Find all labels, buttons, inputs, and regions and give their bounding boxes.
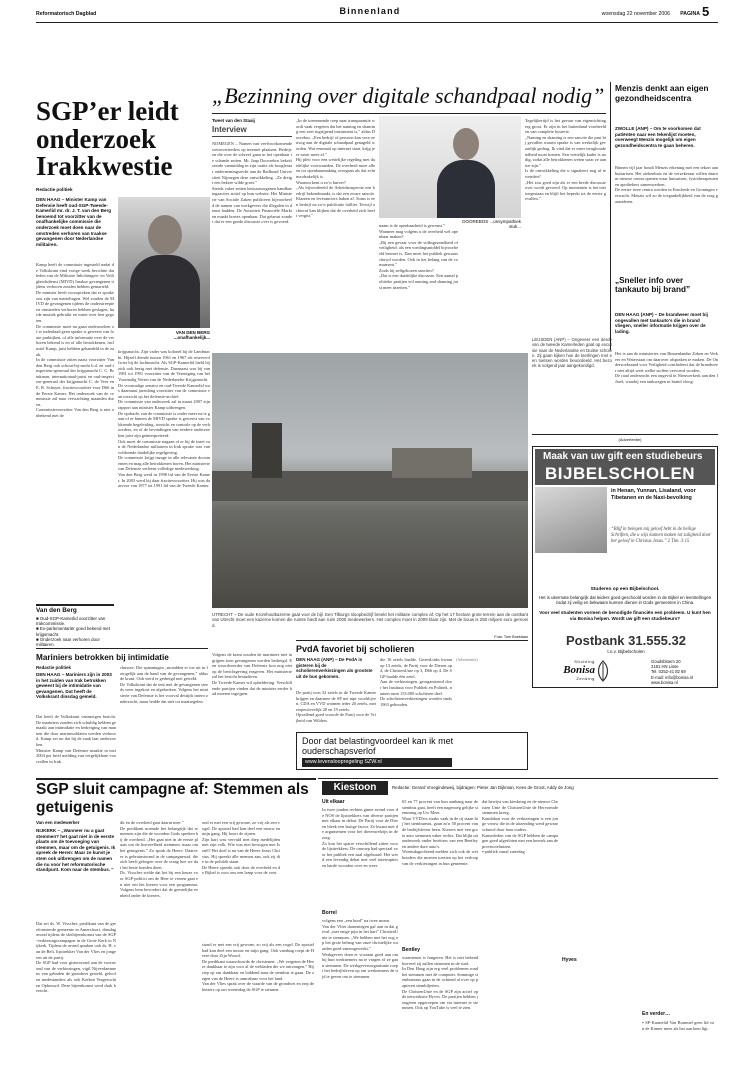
ad-org-name: Bonisa <box>563 664 595 676</box>
story-sgp-irak-title: SGP’er leidt onderzoek Irakkwestie <box>36 96 179 182</box>
mariniers-byline: Redactie politiek <box>36 665 71 670</box>
menzis-lede: ZWOLLE (ANP) – Om te voorkomen dat patiënten naar een tekenlijst moeten, overweegt Menzis mogelijk om eigen gezondheidscentra te gaan beheren. <box>615 126 701 148</box>
doorebos-photo <box>379 116 521 218</box>
kiestoon-footer: ▪ SP-Kamerlid Van Bommel geen lid van de Kamer meer als het aan hem ligt. <box>642 1020 714 1031</box>
campaign-lede: NIJKERK – „Wanneer nu a gaat stemmen? het gaat niet in de eerste plaats om de toevoeging van stemmen, maar om de getuigenis. Ik spreek de Heren: Maar ze kunst je stem ook uitbrengen om de namen die nu voor het reformatorische standpunt. Kom naar de stembus. “ <box>36 828 116 873</box>
ad-quote-ref: 2 Tim. 3:15 <box>667 538 690 544</box>
factbox-list <box>36 616 114 647</box>
page-number: 5 <box>702 4 710 19</box>
section-name: Binnenland <box>339 6 401 16</box>
pvda-title: PvdA favoriet bij scholieren <box>296 644 415 654</box>
story-sgp-irak-body-col1: Kamp heeft de commissie ingesteld nadat de Volkskrant eind vorige week berichtte dat leden van de Militaire Inlichtingen- en Veiligheidsdienst (MIVD) Iraakse gevangenen tijdens verhoren zouden hebben gemarteld. De minister heeft vooropreken dat er sprake zou zijn van martelingen. Wel zouden de MIVD de gevangenen tijdens de onderstreepte en omstreden verhoren hebben geslagen, harde muziek gebruikt en water over hen gegoten. De commissie moet nu gaan onderzoeken of er inderdaad geen sprake is geweest van foute praktijken, of alle informatie over de verhoren bekend is en of alle betrokkenen, inclusief Kamp, juist hebben gehandeld in de zaak. In de commissie zitten naast voorzitter Van den Berg ook schout-bij-nacht b.d. en oud-inspecteur-generaal der krijgsmacht C. C. Brinkman, internationaal-jurist en oud-inspecteur-generaal der krijgsmacht C. de Veer en E. R. Schuyer, fractievoorzitter voor D66 in de Eerste Kamer. Het onderzoek van de commissie zal naar verwachting maanden duren. Commissievoorzitter Van den Berg is niet onbekend met de <box>36 262 114 419</box>
campaign-byline: Van een medewerker <box>36 820 80 825</box>
ad-quote-text: “Blijf in belegen mij geloof hebt in de heilige Schriften, die u wijs kunnen maken tot zaligheid door het geloof in Christus Jezus.” <box>611 527 711 544</box>
kiestoon-col1: In twee jonden rechten ginne avond voor de NOS de lijsttrekkers van diverse partijen met elkaar in debat. De Partij voor de Dieren bleek een lastige factor. Ze kwam met de argumenten voor het dierenwelzijn in de zorg. Zo kon het sparre verschillend zitten voor de lijsttrekkers. De omroep had speciaal voor het publiek een zaal afgehuurd. Het werd een levendig debat met veel interrupties en harde woorden over en weer. <box>322 807 398 868</box>
edition-date: woensdag 22 november 2006 <box>601 11 670 17</box>
factbox-van-den-berg <box>36 604 114 647</box>
publication-name: Reformatorisch Dagblad <box>36 11 97 17</box>
mariniers-col2: chussee. Die spanningen „mondden er toe uit in fotogelijk aan de hand van de gevangenen,” aldus de krant. Ook werd er gedreigd met geweld. De Volkskrant dat de tent met de gevangenen steeds weer ingekort en afgebroken. Volgens het ministerie van Defensie is het voorval destijds intern onderzocht, maar leidde dat niet tot maatregelen. <box>120 665 208 704</box>
pvda-rule <box>296 640 528 641</box>
ad-title-part1: Maak van uw gift <box>543 451 624 462</box>
ad-giro: Postbank 31.555.32 <box>566 633 686 648</box>
mariniers-col1: Dat heeft de Volkskrant vanmorgen bericht. De mariniers zouden zich schuldig hebben gemaakt aan intimidatie en bedreiging van mannen die door marinesoldaten werden verhoord. Kamp zei nu dat hij de zaak laat onderzoeken. Minister Kamp van Defensie maakte in mei 2004 per brief melding van vergelijkbare voorvallen in Irak. <box>36 714 116 764</box>
pvda-ad-label: (Advertentie) <box>456 657 478 662</box>
pvda-lede: DEN HAAG (ANP) – De PvdA is gisteren bij de scholierenverkiezingen als grootste uit de bus gekomen. <box>296 657 373 679</box>
interview-col3: naam is de openbaarheid is gewenst.” Wanneer mag volgens u de overheid wel openbaar maken? „Bij een gevaar voor de volksgezondheid of veiligheid: als een voedingsmiddel bijvoorbeeld besmet is. Dan moet het publiek gewaarschuwd worden. Ook in het belang van de consument.” Zoals bij zelfgekozen sancties? „Dat is een duidelijke discussie. Een aantal politieke partijen wil naming and shaming juist meer inzetten.” <box>379 223 459 290</box>
ouderschapsverlof-advertisement[interactable] <box>296 732 528 770</box>
doorebos-caption: DOOREBOS ...onsympathiek stuk... <box>462 219 521 230</box>
interview-rule <box>212 113 606 114</box>
menzis-title: Menzis denkt aan eigen gezondheidscentra <box>615 83 709 103</box>
story-sgp-irak-byline: Redactie politiek <box>36 187 73 192</box>
tankauto-body: Het is aan de ministeries van Binnenlandse Zaken en Verkeer en Waterstaat om daarover afspraken te maken. De Onderzoeksraad voor Veiligheid concludeert dat de brandweer niet altijd weet welke stoffen vervoerd worden. De raad onderzocht een ongeval in Nieuwerkerk aan den IJssel, waarbij een tankwagen in brand vloog. <box>615 351 718 384</box>
kiestoon-col3: dat bewijst van kieskring en de nieuwe Christen Unie de ChristenUnie de Hervormde stemmen kreeg. Kandidaat voor de verkiezingen is een jonge vrouw die in de uitzending werd gewaarschuwd door haar ouders. Kamerleden van de SGP hebben de campagne goed afgesloten met een bezoek aan de provinciehuizen. ▪ publiek vanaf zaterdag <box>482 799 558 855</box>
interview-kicker: Tweet van den Staaij <box>212 118 255 123</box>
portrait-face-shape <box>148 215 182 255</box>
page-label: PAGINA <box>680 11 700 17</box>
tankauto-title: „Sneller info over tankauto bij brand” <box>615 276 691 295</box>
ad-org-top: Stichting <box>574 659 595 664</box>
ouderschapsverlof-ad-url[interactable]: www.levensloopregeling SZW.nl <box>302 758 452 767</box>
bonisa-logo-icon <box>593 659 613 683</box>
column-rule <box>610 82 611 350</box>
campaign-title: SGP sluit campagne af: Stemmen als getuigenis <box>36 781 309 816</box>
kiestoon-col2: 65 en 77 procent van hun aanhang naar de stembus gaat, heeft een nagenoeg gelijke stemming op Uw Meer. Waar VVD'ers straks vaak in de rij staan bij het stembureau, gaan zo'n 50 procent van de bedrijfsleven heen. Kiezers met een grote auto stemmen vaker rechts. Dat blijkt uit onderzoek onder bezitters van een Bentley en andere dure auto's. Woensdagochtend melden zich ook de wethouders die moeten toezien op het verloop van de verkiezingen in hun gemeente. <box>402 799 478 866</box>
menzis-body: Binnen vijf jaar houdt Menzis rekening met een tekort aan huisartsen. Het ziekenhuis en de verzekeraar willen daarom nieuwe centra openen waar huisartsen, fysiotherapeuten en apothekers samenwerken. De eerste twee centra worden in Enschede en Groningen verwacht. Menzis wil zo de toegankelijkheid van de zorg garanderen. <box>615 165 718 204</box>
ad-headline: BIJBELSCHOLEN <box>545 464 696 483</box>
factbox-item-text: Onderzoek naar verhoren door militairen. <box>36 636 100 648</box>
kiestoon-section <box>318 778 718 1066</box>
leusden-ad-label: (Advertentie) <box>618 437 642 442</box>
photo-excavator-shape <box>252 423 282 478</box>
kiestoon-sec4-title: Hyves <box>562 957 577 963</box>
ad-quote <box>611 527 715 583</box>
factbox-item-text: Ex-parlementariër goed bekend met krijgsmacht. <box>36 626 110 637</box>
pvda-col2: die 16 zetels haalde. GroenLinks kwam op 13 zetels, de Partij voor de Dieren op 4, de ChristenUnie op 3, D66 op 4. De SGP haalde één zetel. Aan de verkiezingen, georganiseerd door het Instituut voor Publiek en Politiek, namen ruim 153.000 scholieren deel. De scholierenverkiezingen worden sinds 1963 gehouden. <box>380 657 452 707</box>
kiestoon-col1b: volgens een „een bord” na twee monn. Van der Vlies daarentegen gaf aan in dat geval „met enige pijn in het hart” ChristenUnie te stemmen. „We hebben met het oog op het grote belang van onze christelijke waarden goed samengewerkt.” Werkgevers doen er vooraan goed aan om bij hun werknemers na te vragen of ze gaan stemmen. De werkgeversorganisatie roept het bedrijfsleven op om werknemers de tijd te geven om te stemmen. <box>322 918 398 979</box>
leusden-caption: LEUSDEN (ANP) – Ongeveer een derde van de tweede Kamerleden gaat op excursie naar de Nederlandse en Duitse scholen. Zij gaan kijken hoe de leerlingen met een toetsen worden beoordeeld. Het bezoek is volgend jaar aangekondigd. <box>532 337 614 369</box>
bonisa-advertisement[interactable] <box>532 446 718 688</box>
ad-giro-sub: t.n.v. Bijbelscholen <box>607 649 645 654</box>
mariniers-rule <box>36 648 208 649</box>
ad-address: Goudsbloem 20 2181 HN Lisse Tel. 0252-41 82 69 E-mail: info@bonisa.nl www.bonisa.nl <box>651 659 693 685</box>
ouderschapsverlof-ad-text: Door dat belastingvoordeel kan ik met ouderschapsverlof <box>302 736 454 756</box>
interview-label: Interview <box>212 125 292 137</box>
ad-title-line1 <box>543 451 713 463</box>
portrait-face-shape <box>453 128 479 160</box>
mariniers-lede: DEN HAAG – Mariniers zijn in 2003 in het zuiden van Irak betrokken geweest bij de intimidatie van gevangenen. Dat heeft de Volkskrant dinsdag gemeld. <box>36 672 112 700</box>
kiestoon-sec1-title: Uit elkaar <box>322 799 345 805</box>
kiestoon-sec2-title: Borrel <box>322 910 337 916</box>
kiestoon-sec5-title: En verder… <box>642 1011 671 1017</box>
kiestoon-col2b: waarnemer is fungeren. Het is niet bekend hoeveel zij zullen stemmen in de stad. In Den Haag zijn erg veel problemen rond het stemmen met de computer. Sommige stembureaus gaan in de ochtend al over op papieren stembiljetten. De ChristenUnie en de SGP zijn actief op de netwerksite Hyves. De partijen hebben jongeren opgeroepen om via internet te stemmen. Ook op YouTube is veel te zien. <box>402 955 478 1011</box>
factbox-item: ■ Onderzoek naar verhoren door militairen. <box>36 636 100 648</box>
kromhout-kazerne-photo <box>212 353 528 608</box>
interview-col2: „In de toenemende roep naar transparantie wordt vaak vergeten dat het naming en shaming een zeer ingrijpend instrument is,” aldus Doorebos. „Een bedrijf of persoon kan voor eeuwig aan de digitale schandpaal genageld worden. Wat eenmaal op internet staat, krijg je er nooit meer af.” Hij pleit voor een wettelijke regeling met duidelijke voorwaarden. De overheid moet alleen tot openbaarmaking overgaan als dat echt noodzakelijk is. Waarom kent u zo‘n huiver? „Als bijvoorbeeld de Arbeidsinspectie een bedrijf bekendmaakt, is dat een zware sanctie. Klanten en leveranciers haken af. Soms is een bedrijf na zo‘n publicatie failliet. Terwijl achteraf kan blijken dat de overheid zich heeft vergist.” <box>296 118 376 219</box>
ad-text2: Het is uitermate belangrijk dat leiders goed geschoold worden in de Bijbel en leerstellingen zodat zij veilig en bekwaam kunnen dienen in Gods gemeenten in China. <box>538 595 712 606</box>
campaign-rule <box>36 778 316 780</box>
ad-photo-students <box>535 487 607 553</box>
tankauto-lede: DEN HAAG (ANP) – De brandweer moet bij ongevallen met tankauto's die in brand vliegen, sneller informatie krijgen over de lading. <box>615 312 708 334</box>
campaign-col3: ond er met een vrij gewone, zo vrij als een vogel. De apostel had kan deel een mouw en mijn gang. Hij hoort de zijnen. Zijn kart was vervuld met diep medelijden met zijn volk. Wie was niet bewogen met Israël? Het doel is nu van de Heere Jezus Christus. Hij spreekt alle mensen aan, ook zij die in de politiek staan. De Heere spreekt ook door de overheid en de Bijbel is voor ons een lamp voor de voet. <box>202 820 280 876</box>
photo-roof-shape <box>392 448 472 478</box>
factbox-item: ■ Ex-parlementariër goed bekend met krijgsmacht. <box>36 626 110 637</box>
kromhout-caption: UTRECHT – De oude Kromhoutkazerne gaat voor de bijl. Een Tilburgs sloopbedrijf breekt het militaire complex af. Op het 17 hectare grote terrein aan de oostkant van Utrecht moet een kazerne komen die ruimte biedt aan ruim 2000 medewerkers. Het complex moet in 2009 klaar zijn. Met de bouw is 250 miljoen euro gemoeid. <box>212 612 530 628</box>
ad-org-bottom: Zending <box>576 676 595 681</box>
story-sgp-irak-body-col2: krijgsmacht. Zijn vader was kolonel bij de Landmacht. Hijzelf diende tussen 1961 en 1967 als reserveofficier bij de luchtmacht. Als SGP-Kamerlid hield hij zich ook bezig met defensie. Daarnaast was hij van 1981 tot 1991 voorzitter van de Vereniging van het Voormalig Verzet van de Nederlandse Krijgsmacht. De voormalige senator en oud-Tweede Kamerlid was daarnaast jarenlang voorzitter van de commissie van toezicht op het defensie-archief. De commissie van onderzoek zal in maart 2007 zijn rapport aan minister Kamp uitbrengen. De opdracht van de commissie is onder meer na te gaan of er binnen de MIVD sprake is geweest van voldoende begeleiding, toezicht en controle op de verhoorders, en of de bevindingen van eerdere onderzoeken juist zijn geïnterpreteerd. Ook moet de commissie nagaan of er bij de inzet van de Nederlandse militairen in Irak sprake was van voldoende duidelijke regelgeving. De commissie krijgt inzage in alle relevante documenten en mag alle betrokkenen horen. Het ministerie van Defensie verleent volledige medewerking. Van den Berg werd in 1998 lid van de Eerste Kamer. In 2003 werd hij daar fractievoorzitter. Hij was daarvoor van 1977 tot 1991 lid van de Tweede Kamer. <box>118 349 210 489</box>
ad-banner <box>535 449 715 485</box>
campaign-col1: Dat zei ds. W. Visscher, predikant van de gereformeerde gemeente in Amersfoort, dinsdag avond tijdens de slotbijeenkomst van de SGP-verkiezingscampagne in de Grote Kerk in Nijkerk. Tijdens de avond spraken ook ds. H. van de Belt, lijsttrekker Van der Vlies en jongeren uit de partij. De SGP had voor gisteravond aan de vooravond van de verkiezingen, vigil Nijverdammens van geboden de grondwet gesteld, geloof en medestanders als ook Kerken Vergezocht en Opbouwd. Deze bijeenkomst werd druk bezocht. <box>36 921 116 994</box>
interview-col4: Tegelijkertijd is het gevaar van eigenrichting erg groot. Er zijn in het buitenland voorbeelden van complete hysterie. „Naming en shaming is een sanctie die past bij gevallen waarin sprake is van werkelijk gevaarlijk gedrag. Ik vind dat er meer terughoudendheid moet komen. Een wettelijk kader is nodig, zodat alle betrokkenen weten waar ze aan toe zijn.” Is de ontwikkeling die u signaleert nog af te wenden? „Het zou goed zijn als er een brede discussie over wordt gevoerd. Op momenten is het niet toegestaan en blijft het beperkt tot de eerste gevallen.” <box>525 118 606 202</box>
van-den-berg-caption: VAN DEN BERG ...onafhankelijk... <box>173 330 210 341</box>
factbox-item-text: Oud-SGP-Kamerlid voorzitter van Irakcommissie. <box>36 616 106 627</box>
kiestoon-title: Kiestoon <box>322 781 388 795</box>
interview-headline: „Bezinning over digitale schandpaal nodig” <box>212 83 605 108</box>
header-rule <box>36 22 718 23</box>
story-sgp-irak-lede: DEN HAAG – Minister Kamp van Defensie heeft oud-SGP-Tweede-Kamerlid mr. dr. J. T. van den Berg benoemd tot voorzitter van de onafhankelijke commissie die onderzoek moet doen naar de omstreden verhoren van Iraakse gevangenen door Nederlandse militairen. <box>36 197 112 247</box>
van-den-berg-photo <box>118 197 210 328</box>
kiestoon-credits: Redactie: Gerard Vroegindeweij, bijdragen: Pieter Jan Dijkman, Kees de Groot, Addy de Jong <box>392 785 574 790</box>
portrait-suit-shape <box>437 160 495 218</box>
ad-text3: Voor veel studenten vormen de benodigde financiën een probleem. U kunt hen via Bonisa helpen. Wordt uw gift een studiebeurs? <box>539 610 711 621</box>
campaign-col2: dit en de overheid gaat daarin mee.” De predikant noemde het belangrijk dat er mensen zijn die de woorden Gods spreken bij de overheid. „Het gaat niet in de eerste plaats om de hoeveelheid stemmen, maar om het getuigenis.” Zo sprak de Heere. Daarover is gebrainstormd in de campagnestaf, die zich heeft gebogen over de vraag hoe we dat het beste konden doen. Ds. Visscher stelde dat het bij een keuze voor SGP-politici om de Heer te vrezen gaat en niet om het kiezen voor een programma. Volgens hem bevordert dat de geestelijke eenheid onder de kiezers. <box>120 820 198 898</box>
portrait-suit-shape <box>130 255 200 328</box>
kromhout-credit: Foto: Tom Boeklaan <box>494 635 528 639</box>
mariniers-col3: Volgens de krant zouden de mariniers niet ingrijpen toen gevangenen werden bedreigd. Een woordvoerder van Defensie kon nog niet op de berichtgeving reageren. Het ministerie zal het bericht bestuderen. De Tweede Kamer wil opheldering. Verschillende partijen vinden dat de minister eerder had moeten ingrijpen. <box>212 652 292 697</box>
kiestoon-sec3-title: Bentley <box>402 947 421 953</box>
campaign-col4: stond er met een vrij gewone, zo vrij als een vogel. De apostel had kan deel een mouw en mijn gang. Ook vandaag roept de Heere door Zijn Woord. De predikant waarschuwde de christenen: „We vergeten de Heere dankbaar te zijn voor al de weldaden die we ontvangen.” Hij riep op om dankbaar en biddend naar de stembus te gaan. De zegen van de Heere is onmisbaar voor het land. Van der Vlies sprak over de waarde van de grondwet en riep de kiezers op om woensdag de SGP te steunen. <box>202 942 314 992</box>
ad-text1: Studeren op een Bijbelschool. <box>590 587 660 592</box>
pvda-col1: De partij won 32 zetels in de Tweede Kamer krijgen en daarmee de SP net nipt voorblijven. CDA en VVD wonnen ieder 20 zetels, met respectievelijk 20 en 19 zetels. Opvallend goed scoorde de Partij voor de Vrijheid van Wilders. <box>296 690 376 723</box>
factbox-item: ■ Oud-SGP-Kamerlid voorzitter van Irakcommissie. <box>36 616 106 627</box>
factbox-title: Van den Berg <box>36 604 114 614</box>
interview-col1: NIJMEGEN – Namen van veelvoorkomende wetsovertreders op internet plaatsen. Bedrijven die over de schreef gaan in het openbaar te schande zetten. Mr. Jaap Dooorebos bekritiseerde vanmiddag in zijn oratie als hoogleraar ondernemingsrecht aan de Radboud Universiteit Nijmegen deze ontwikkeling. „Ze dreigt een bekere wilde groei.” Steeds vaker zetten bestuursorganen handhavingsacties actief op hun website. Het Ministerie van Sociale Zaken publiceert bijvoorbeeld de namen van werkgevers die illegalen in dienst hadden. De Autoriteit Financiële Markten maakt boetes openbaar. Dat gebeurt zonder dat er een goede discussie over is gevoerd. <box>212 141 292 225</box>
ad-title-part2: een studiebeurs <box>625 451 703 462</box>
mariniers-title: Mariniers betrokken bij intimidatie <box>36 653 169 662</box>
ad-rule <box>532 434 718 435</box>
ad-places: in Henan, Yunnan, Lisaland, voor Tibetanen en de Naxi-bevolking <box>611 488 696 501</box>
